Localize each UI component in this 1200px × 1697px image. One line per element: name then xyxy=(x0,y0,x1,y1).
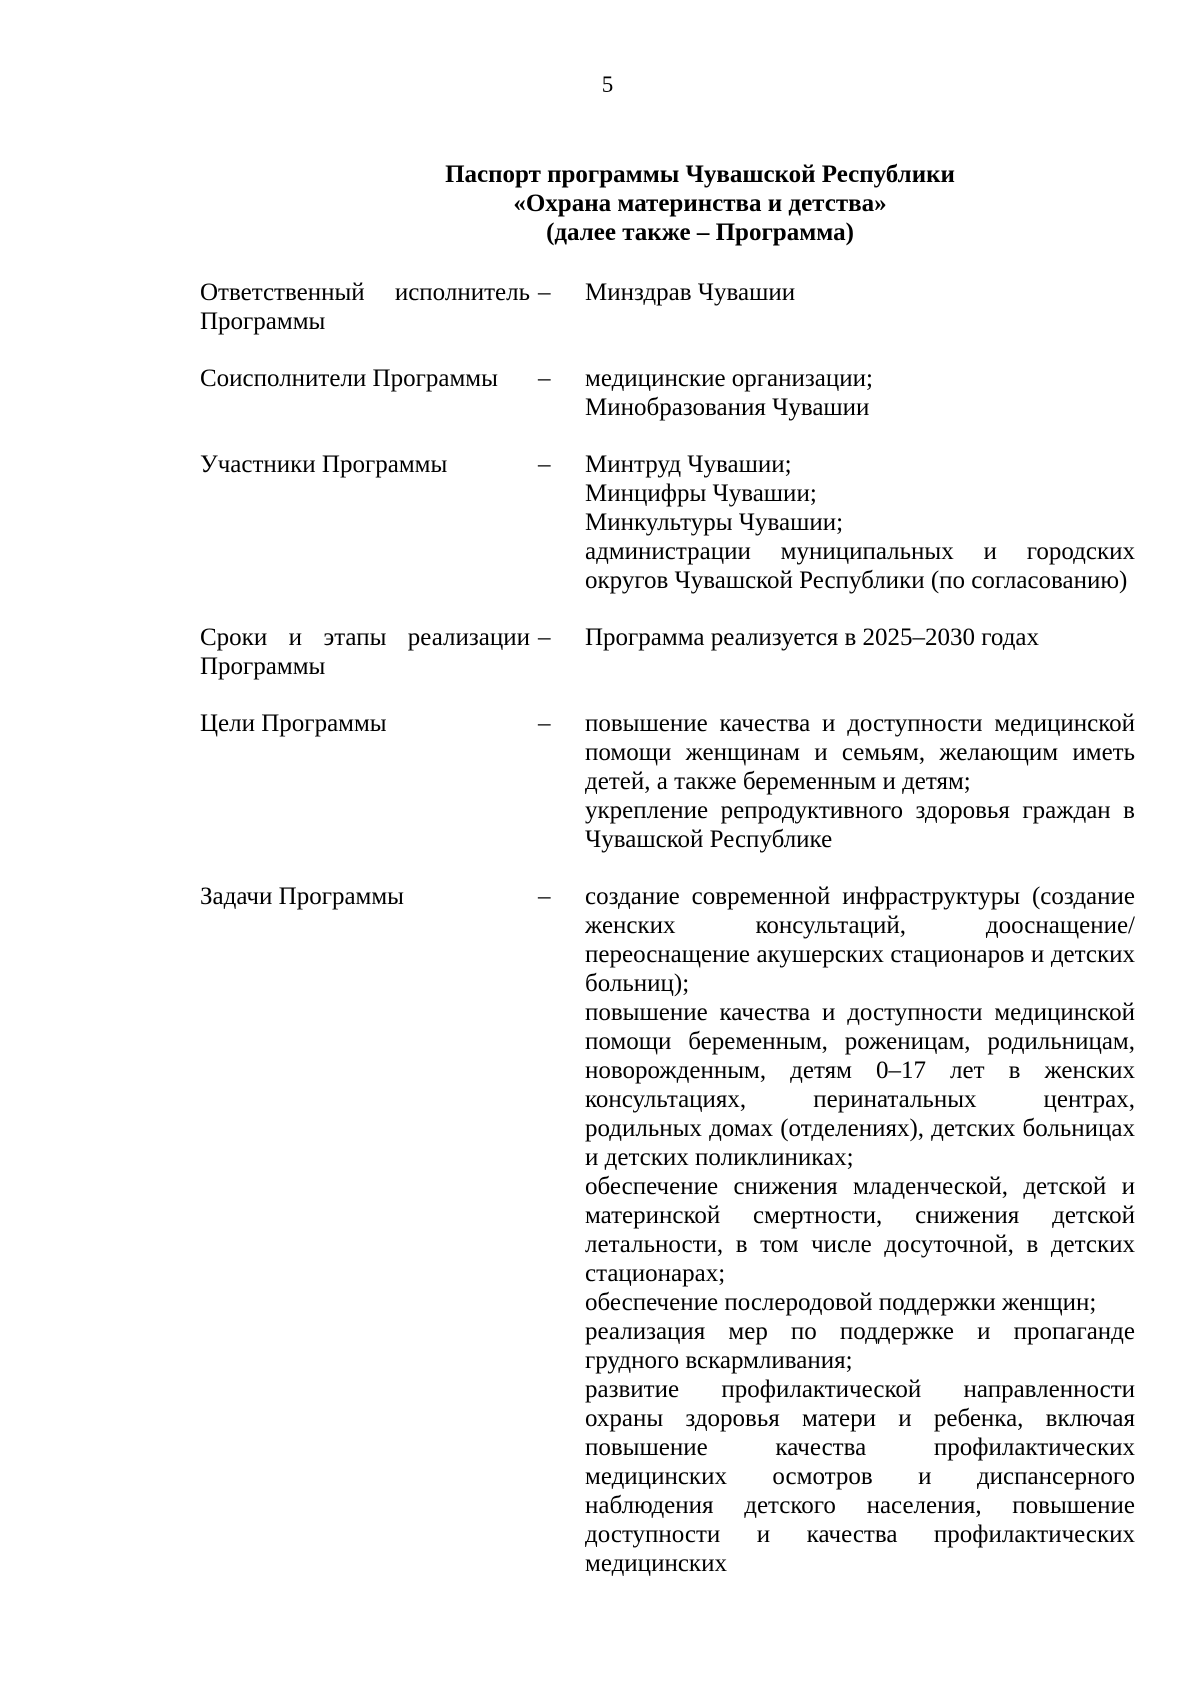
row-dash: – xyxy=(538,710,551,737)
passport-row-timeline xyxy=(200,623,1135,681)
row-label xyxy=(200,278,530,336)
row-dash: – xyxy=(538,365,551,392)
row-dash: – xyxy=(538,451,551,478)
row-label xyxy=(200,882,530,1578)
row-value-paragraph: Минздрав Чувашии xyxy=(585,279,796,306)
row-value-paragraph: обеспечение снижения младенческой, детской и материнской смертности, снижения детской летальности, в том числе досуточной, в детских стационарах; xyxy=(585,1173,1135,1287)
row-value-paragraph: создание современной инфраструктуры (создание женских консультаций, дооснащение/переоснащение акушерских стационаров и детских больниц); xyxy=(585,883,1135,997)
row-value-paragraph: Минтруд Чувашии; xyxy=(585,451,792,478)
row-label xyxy=(200,623,530,681)
passport-row-participants xyxy=(200,450,1135,595)
row-value-paragraph: Минобразования Чувашии xyxy=(585,394,870,421)
row-label xyxy=(200,709,530,854)
row-label-line: Программы xyxy=(200,653,326,680)
row-label xyxy=(200,450,530,595)
passport-row-tasks xyxy=(200,882,1135,1578)
row-label xyxy=(200,364,530,422)
row-label-line: Программы xyxy=(200,308,326,335)
row-value-paragraph: реализация мер по поддержке и пропаганде грудного вскармливания; xyxy=(585,1318,1135,1374)
row-label-line: Соисполнители Программы xyxy=(200,365,498,392)
passport-row-responsible xyxy=(200,278,1135,336)
row-value xyxy=(585,623,1135,681)
row-label-line: Ответственный исполнитель xyxy=(200,279,530,306)
passport-row-coexecutors xyxy=(200,364,1135,422)
row-value-paragraph: укрепление репродуктивного здоровья граждан в Чувашской Республике xyxy=(585,797,1135,853)
row-dash: – xyxy=(538,624,551,651)
row-value-paragraph: Минкультуры Чувашии; xyxy=(585,509,844,536)
title-line-1: Паспорт программы Чувашской Республики xyxy=(445,161,955,188)
row-value-paragraph: развитие профилактической направленности охраны здоровья матери и ребенка, включая повышение качества профилактических медицинских осмотров и диспансерного наблюдения детского населения, повышение доступности и качества профилактических медицинских xyxy=(585,1376,1135,1577)
title-line-2: «Охрана материнства и детства» xyxy=(513,190,887,217)
passport-table xyxy=(200,278,1135,1578)
row-value xyxy=(585,278,1135,336)
row-label-line: Участники Программы xyxy=(200,451,448,478)
row-value-paragraph: администрации муниципальных и городских округов Чувашской Республики (по согласованию) xyxy=(585,538,1135,594)
title-line-3: (далее также – Программа) xyxy=(546,219,854,246)
row-value-paragraph: повышение качества и доступности медицинской помощи женщинам и семьям, желающим иметь детей, а также беременным и детям; xyxy=(585,710,1135,795)
row-value-paragraph: Программа реализуется в 2025–2030 годах xyxy=(585,624,1040,651)
row-dash: – xyxy=(538,279,551,306)
row-dash: – xyxy=(538,883,551,910)
row-label-line: Цели Программы xyxy=(200,710,387,737)
document-title xyxy=(200,160,1200,247)
row-value-paragraph: Минцифры Чувашии; xyxy=(585,480,817,507)
row-value xyxy=(585,364,1135,422)
row-value xyxy=(585,882,1135,1578)
passport-row-goals xyxy=(200,709,1135,854)
page-number: 5 xyxy=(601,72,614,97)
row-value xyxy=(585,709,1135,854)
row-value-paragraph: повышение качества и доступности медицинской помощи беременным, роженицам, родильницам, новорожденным, детям 0–17 лет в женских консультациях, перинатальных центрах, родильных домах (отделениях), детских больницах и детских поликлиниках; xyxy=(585,999,1135,1171)
row-value-paragraph: медицинские организации; xyxy=(585,365,873,392)
row-label-line: Задачи Программы xyxy=(200,883,404,910)
row-value xyxy=(585,450,1135,595)
row-label-line: Сроки и этапы реализации xyxy=(200,624,530,651)
row-value-paragraph: обеспечение послеродовой поддержки женщин; xyxy=(585,1289,1097,1316)
